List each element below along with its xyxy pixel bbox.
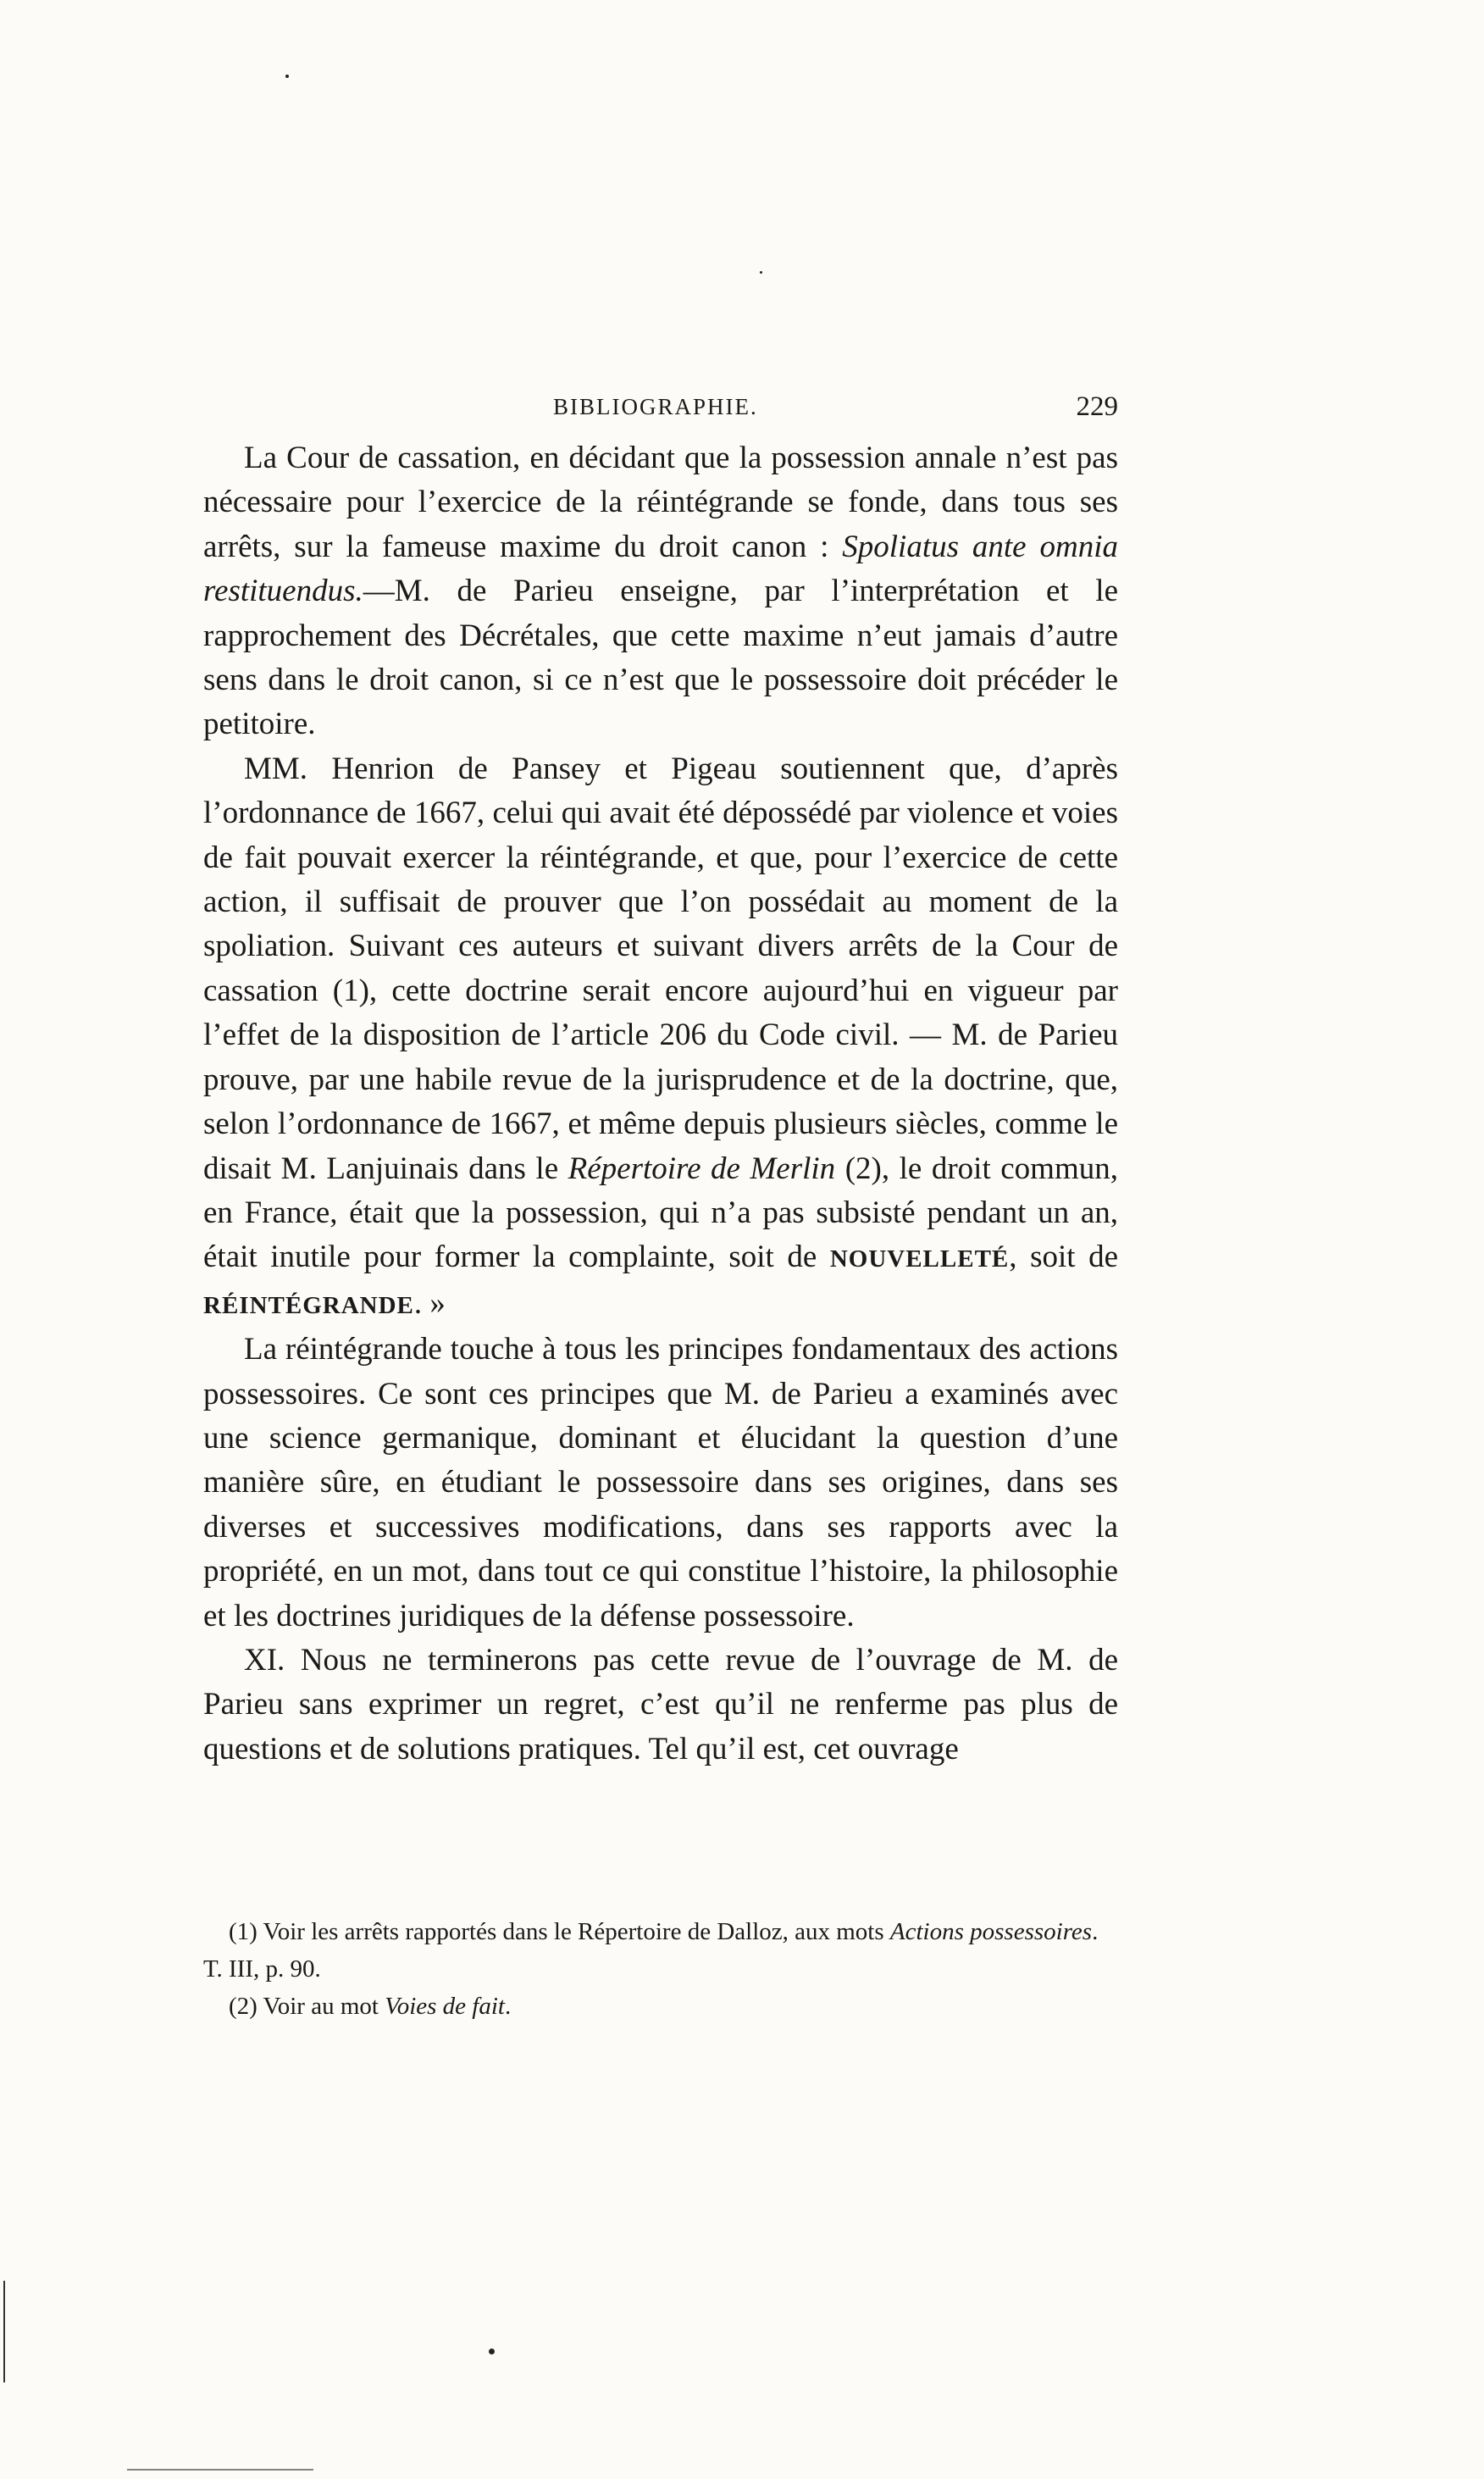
scan-speck bbox=[285, 75, 289, 78]
footnote-1-italic: Actions possessoires bbox=[889, 1918, 1093, 1945]
paragraph-2-text-c: , soit de bbox=[1009, 1240, 1118, 1275]
footnote-2-text-b: . bbox=[504, 1993, 512, 2020]
paragraph-2 bbox=[203, 747, 1118, 1328]
footnote-2 bbox=[203, 1988, 1118, 2025]
paragraph-1 bbox=[203, 436, 1118, 747]
footnote-1 bbox=[203, 1913, 1118, 1988]
nouvellete-term: NOUVELLETÉ bbox=[829, 1245, 1010, 1273]
paragraph-2-text-b: (2), le droit commun, en France, était que la possession, qui n’a pas subsisté pendant un an, était inutile pour former la complainte, soit de bbox=[203, 1151, 1118, 1275]
running-head bbox=[203, 388, 1118, 425]
paragraph-2-text-a: MM. Henrion de Pansey et Pigeau soutiennent que, d’après l’ordonnance de 1667, celui qui avait été dépossédé par violence et voies de fait pouvait exercer la réintégrande, et que, pour l’exercice de cette action, il suffisait de prouver que l’on possédait au moment de la spoliation. Suivant ces auteurs et suivant divers arrêts de la Cour de cassation (1), cette doctrine serait encore aujourd’hui en vigueur par l’effet de la disposition de l’article 206 du Code civil. — M. de Parieu prouve, par une habile revue de la jurisprudence et de la doctrine, que, selon l’ordonnance de 1667, et même depuis plusieurs siècles, comme le disait M. Lanjuinais dans le bbox=[203, 751, 1118, 1186]
paragraph-2-text-d: . » bbox=[413, 1285, 446, 1321]
scan-edge-mark bbox=[3, 2281, 5, 2382]
footnotes bbox=[203, 1913, 1118, 2025]
footnote-2-text-a: (2) Voir au mot bbox=[229, 1993, 385, 2020]
paragraph-1-text-a: La Cour de cassation, en décidant que la possession annale n’est pas nécessaire pour l’exercice de la réintégrande se fonde, dans tous ses arrêts, sur la fameuse maxime du droit canon : bbox=[203, 441, 1118, 564]
scan-speck bbox=[760, 271, 762, 274]
scan-speck bbox=[489, 2349, 495, 2354]
paragraph-3-text: La réintégrande touche à tous les principes fondamentaux des actions possessoires. Ce sont ces principes que M. de Parieu a examinés avec une science germanique, dominant et élucidant la question d’une manière sûre, en étudiant le possessoire dans ses origines, dans ses diverses et successives modifications, dans ses rapports avec la propriété, en un mot, dans tout ce qui constitue l’histoire, la philosophie et les doctrines juridiques de la défense possessoire. bbox=[203, 1332, 1118, 1633]
paragraph-4 bbox=[203, 1639, 1118, 1772]
paragraph-4-text: XI. Nous ne terminerons pas cette revue de l’ouvrage de M. de Parieu sans exprimer un regret, c’est qu’il ne renferme pas plus de questions et de solutions pratiques. Tel qu’il est, cet ouvrage bbox=[203, 1642, 1118, 1766]
running-title: BIBLIOGRAPHIE. bbox=[553, 394, 758, 419]
page-number: 229 bbox=[1076, 391, 1118, 422]
body-text bbox=[203, 436, 1118, 1772]
paragraph-3 bbox=[203, 1328, 1118, 1639]
latin-maxim: Spoliatus ante omnia restituendus. bbox=[203, 529, 1118, 609]
footnote-1-text-a: (1) Voir les arrêts rapportés dans le Répertoire de Dalloz, aux mots bbox=[229, 1918, 890, 1945]
reintegrande-term: RÉINTÉGRANDE bbox=[203, 1291, 414, 1319]
scan-edge-mark bbox=[127, 2469, 313, 2471]
paragraph-1-text-b: —M. de Parieu enseigne, par l’interprétation et le rapprochement des Décrétales, que cette maxime n’eut jamais d’autre sens dans le droit canon, si ce n’est que le possessoire doit précéder le petitoire. bbox=[203, 574, 1118, 742]
repertoire-title: Répertoire de Merlin bbox=[568, 1151, 836, 1186]
footnote-1-text-b: . T. III, p. 90. bbox=[203, 1918, 1099, 1983]
footnote-2-italic: Voies de fait bbox=[385, 1993, 505, 2020]
